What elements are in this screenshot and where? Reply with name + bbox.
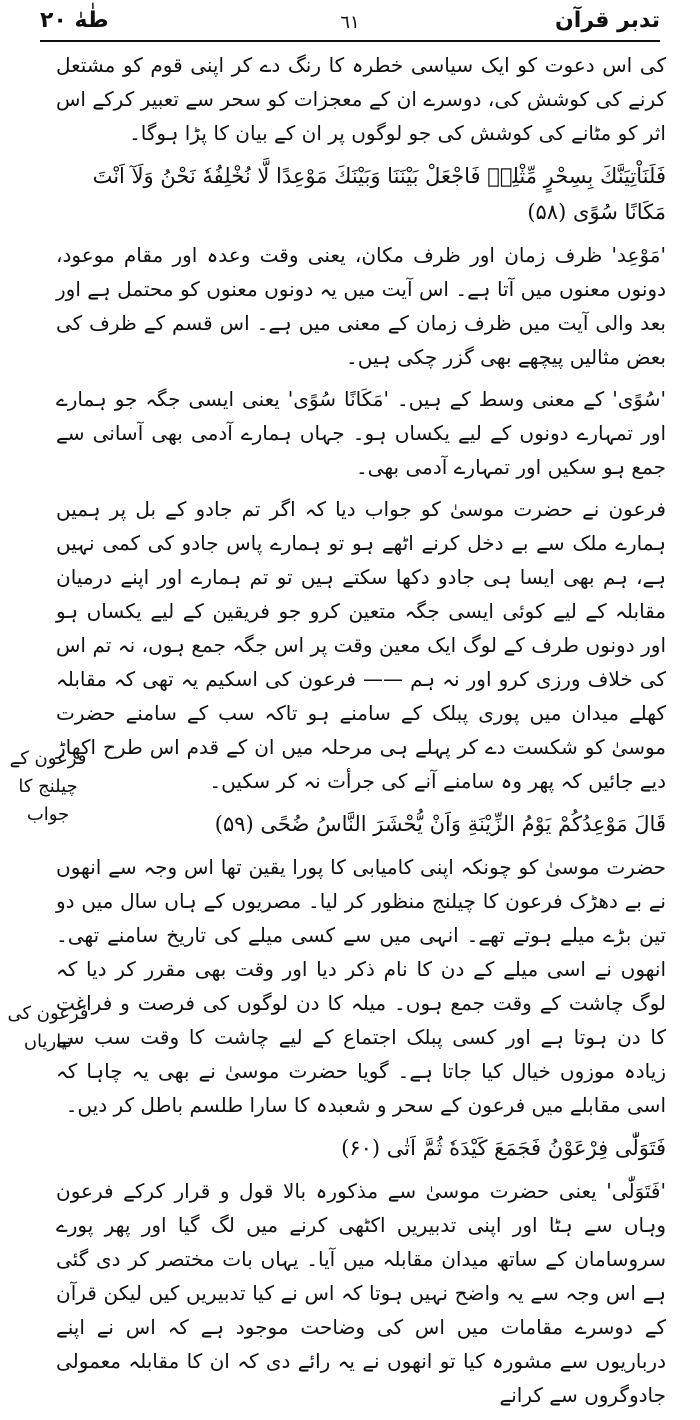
paragraph-musa-accepts: حضرت موسیٰ کو چونکہ اپنی کامیابی کا پورا یقین تھا اس وجہ سے انھوں نے بے دھڑک فرعون کا چیلنج منظور کر لیا۔ مصریوں کے ہاں سال میں دو تین بڑے میلے ہوتے تھے۔ انہی میں سے کسی میلے کی تاریخ سامنے تھی۔ انھوں نے اسی میلے کے دن کا نام ذکر دیا اور وقت بھی مقرر کر دیا کہ لوگ چاشت کے وقت جمع ہوں۔ میلہ کا دن لوگوں کی فرصت و فراغت کا دن ہوتا ہے اور کسی پبلک اجتماع کے لیے چاشت کا وقت سب سے زیادہ موزوں خیال کیا جاتا ہے۔ گویا حضرت موسیٰ نے بھی یہ چاہا کہ اسی مقابلے میں فرعون کے سحر و شعبدہ کا سارا طلسم باطل کر دیں۔	[56, 855, 666, 1117]
paragraph-suwa: 'سُوًى' کے معنی وسط کے ہیں۔ 'مَكَانًا سُوًى' یعنی ایسی جگہ جو ہمارے اور تمہارے دونوں کے لیے یکساں ہو۔ جہاں ہمارے آدمی بھی آسانی سے جمع ہو سکیں اور تمہارے آدمی بھی۔	[56, 387, 666, 479]
paragraph-pharaoh-reply: فرعون نے حضرت موسیٰ کو جواب دیا کہ اگر تم جادو کے بل پر ہمیں ہمارے ملک سے بے دخل کرنے اٹھے ہو تو ہمارے پاس جادو کی کمی نہیں ہے، ہم بھی ایسا ہی جادو دکھا سکتے ہیں تو تم ہمارے اور اپنے درمیان مقابلہ کے لیے کوئی ایسی جگہ متعین کرو جو فریقین کے لیے یکساں ہو اور دونوں طرف کے لوگ ایک معین وقت پر اس جگہ جمع ہوں، نہ تم اس کی خلاف ورزی کرو اور نہ ہم —— فرعون کی اسکیم یہ تھی کہ مقابلہ کھلے میدان میں پوری پبلک کے سامنے ہو تاکہ سب کے سامنے حضرت موسیٰ کو شکست دے کر پہلے ہی مرحلہ میں ان کے قدم اس طرح اکھاڑ دیے جائیں کہ پھر وہ سامنے آنے کی جرأت نہ کر سکیں۔	[56, 497, 666, 793]
paragraph-mawid: 'مَوْعِد' ظرف زمان اور ظرف مکان، یعنی وقت وعدہ اور مقام موعود، دونوں معنوں میں آتا ہے۔ اس آیت میں یہ دونوں معنوں کو محتمل ہے اور بعد والی آیت میں ظرف زمان کے معنی میں ہے۔ اس قسم کے ظرف کی بعض مثالیں پیچھے بھی گزر چکی ہیں۔	[56, 243, 666, 369]
ayah-58: فَلَنَاْتِيَنَّكَ بِسِحْرٍ مِّثْلِهٖ فَاجْعَلْ بَيْنَنَا وَبَيْنَكَ مَوْعِدًا لَّا نُخْلِفُهٗ نَحْنُ وَلَآ اَنْتَ مَكَانًا سُوًى (۵۸)	[92, 164, 666, 224]
margin-note-preparations: فرعون کی تیاریاں	[7, 1003, 89, 1052]
ayah-60: فَتَوَلّٰى فِرْعَوْنُ فَجَمَعَ كَيْدَهٗ ثُمَّ اَتٰى (۶۰)	[341, 1136, 666, 1160]
page-header	[40, 8, 660, 38]
margin-note-challenge: فرعون کے چیلنج کا جواب	[9, 748, 87, 825]
surah-label: طٰهٰ ٢٠	[40, 8, 109, 33]
page-number: ٦١	[340, 12, 360, 33]
header-rule	[40, 40, 660, 42]
paragraph-intro: کی اس دعوت کو ایک سیاسی خطرہ کا رنگ دے کر اپنی قوم کو مشتعل کرنے کی کوشش کی، دوسرے ان کے معجزات کو سحر سے تعبیر کرکے اس اثر کو مٹانے کی کوشش کی جو لوگوں پر ان کے بیان کا پڑا ہوگا۔	[56, 53, 666, 145]
book-title: تدبر قرآن	[555, 8, 660, 33]
page-body	[56, 48, 666, 1420]
ayah-59: قَالَ مَوْعِدُكُمْ يَوْمُ الزِّيْنَةِ وَاَنْ يُّحْشَرَ النَّاسُ ضُحًى (۵۹)	[214, 812, 666, 836]
paragraph-pharaoh-preparations: 'فَتَوَلّٰى' یعنی حضرت موسیٰ سے مذکورہ بالا قول و قرار کرکے فرعون وہاں سے ہٹا اور اپنی تدبیریں اکٹھی کرنے میں لگ گیا اور پھر پورے سروسامان کے ساتھ میدان مقابلہ میں آیا۔ یہاں بات مختصر کر دی گئی ہے اس وجہ سے یہ واضح نہیں ہوتا کہ اس نے کیا تدبیریں کیں لیکن قرآن کے دوسرے مقامات میں اس کی وضاحت موجود ہے کہ اس نے اپنے درباریوں سے مشورہ کیا تو انھوں نے یہ رائے دی کہ ان کا مقابلہ معمولی جادوگروں سے کرانے	[56, 1179, 666, 1407]
